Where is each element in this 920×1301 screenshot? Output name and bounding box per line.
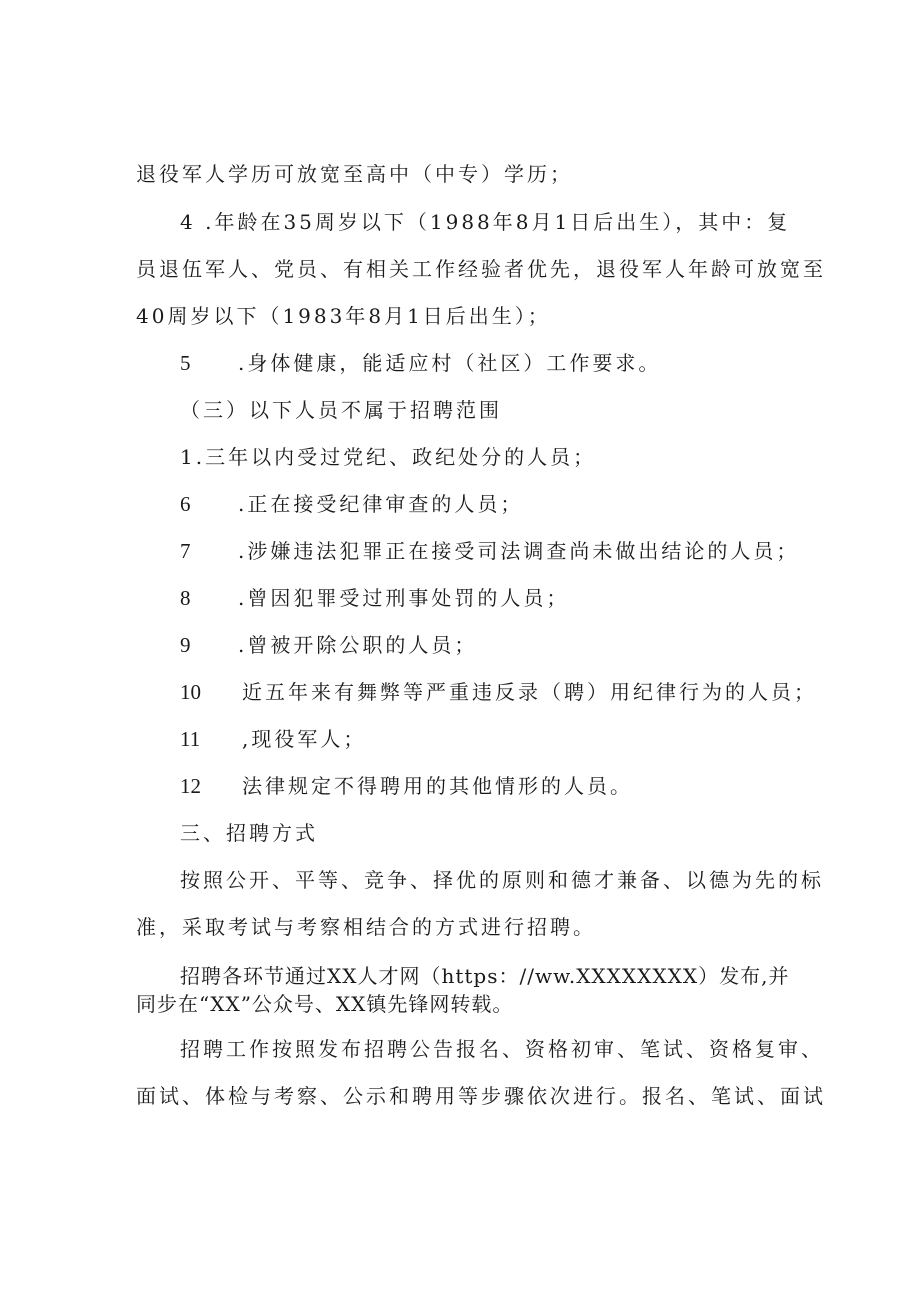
- section-heading: （三）以下人员不属于招聘范围: [180, 398, 502, 422]
- paragraph-line: 准，采取考试与考察相结合的方式进行招聘。: [136, 915, 596, 939]
- list-item-text: 法律规定不得聘用的其他情形的人员。: [242, 774, 633, 798]
- list-item-text: .涉嫌违法犯罪正在接受司法调查尚未做出结论的人员；: [238, 539, 800, 563]
- paragraph-line: 员退伍军人、党员、有相关工作经验者优先，退役军人年龄可放宽至: [136, 257, 826, 281]
- list-item: [180, 349, 661, 377]
- paragraph-line: 同步在“XX”公众号、XX镇先锋网转载。: [136, 992, 514, 1016]
- list-item: 1.三年以内受过党纪、政纪处分的人员；: [180, 445, 597, 469]
- list-item-number: 8: [180, 586, 191, 610]
- list-item-number: 10: [180, 680, 201, 704]
- list-item: [180, 537, 799, 565]
- paragraph-line: 按照公开、平等、竞争、择优的原则和德才兼备、以德为先的标: [180, 868, 824, 892]
- paragraph-line: 退役军人学历可放宽至高中（中专）学历；: [136, 162, 573, 186]
- list-item-text: .曾因犯罪受过刑事处罚的人员；: [238, 586, 570, 610]
- list-item-text: ,现役军人；: [242, 727, 367, 751]
- list-item-text: 近五年来有舞弊等严重违反录（聘）用纪律行为的人员；: [242, 680, 817, 704]
- list-item-number: 12: [180, 774, 201, 798]
- list-item-text: .正在接受纪律审查的人员；: [238, 492, 524, 516]
- list-item: [180, 631, 477, 659]
- list-item: [180, 772, 633, 800]
- list-item-number: 5: [180, 351, 191, 375]
- paragraph-line: 4 .年龄在35周岁以下（1988年8月1日后出生），其中：复: [180, 210, 791, 234]
- list-item: [180, 725, 366, 753]
- list-item-number: 6: [180, 492, 191, 516]
- list-item-text: .曾被开除公职的人员；: [238, 633, 478, 657]
- list-item-number: 11: [180, 727, 201, 751]
- paragraph-line: 40周岁以下（1983年8月1日后出生）；: [136, 304, 551, 328]
- list-item-text: .身体健康，能适应村（社区）工作要求。: [238, 351, 662, 375]
- list-item: [180, 678, 817, 706]
- list-item-number: 7: [180, 539, 191, 563]
- list-item: [180, 584, 569, 612]
- section-heading: 三、招聘方式: [180, 821, 318, 845]
- paragraph-line: 招聘工作按照发布招聘公告报名、资格初审、笔试、资格复审、: [180, 1037, 824, 1061]
- list-item-number: 9: [180, 633, 191, 657]
- list-item: [180, 490, 523, 518]
- paragraph-line: 面试、体检与考察、公示和聘用等步骤依次进行。报名、笔试、面试: [136, 1084, 826, 1108]
- paragraph-line: 招聘各环节通过XX人才网（https：//ww.XXXXXXXX）发布,并: [180, 964, 790, 988]
